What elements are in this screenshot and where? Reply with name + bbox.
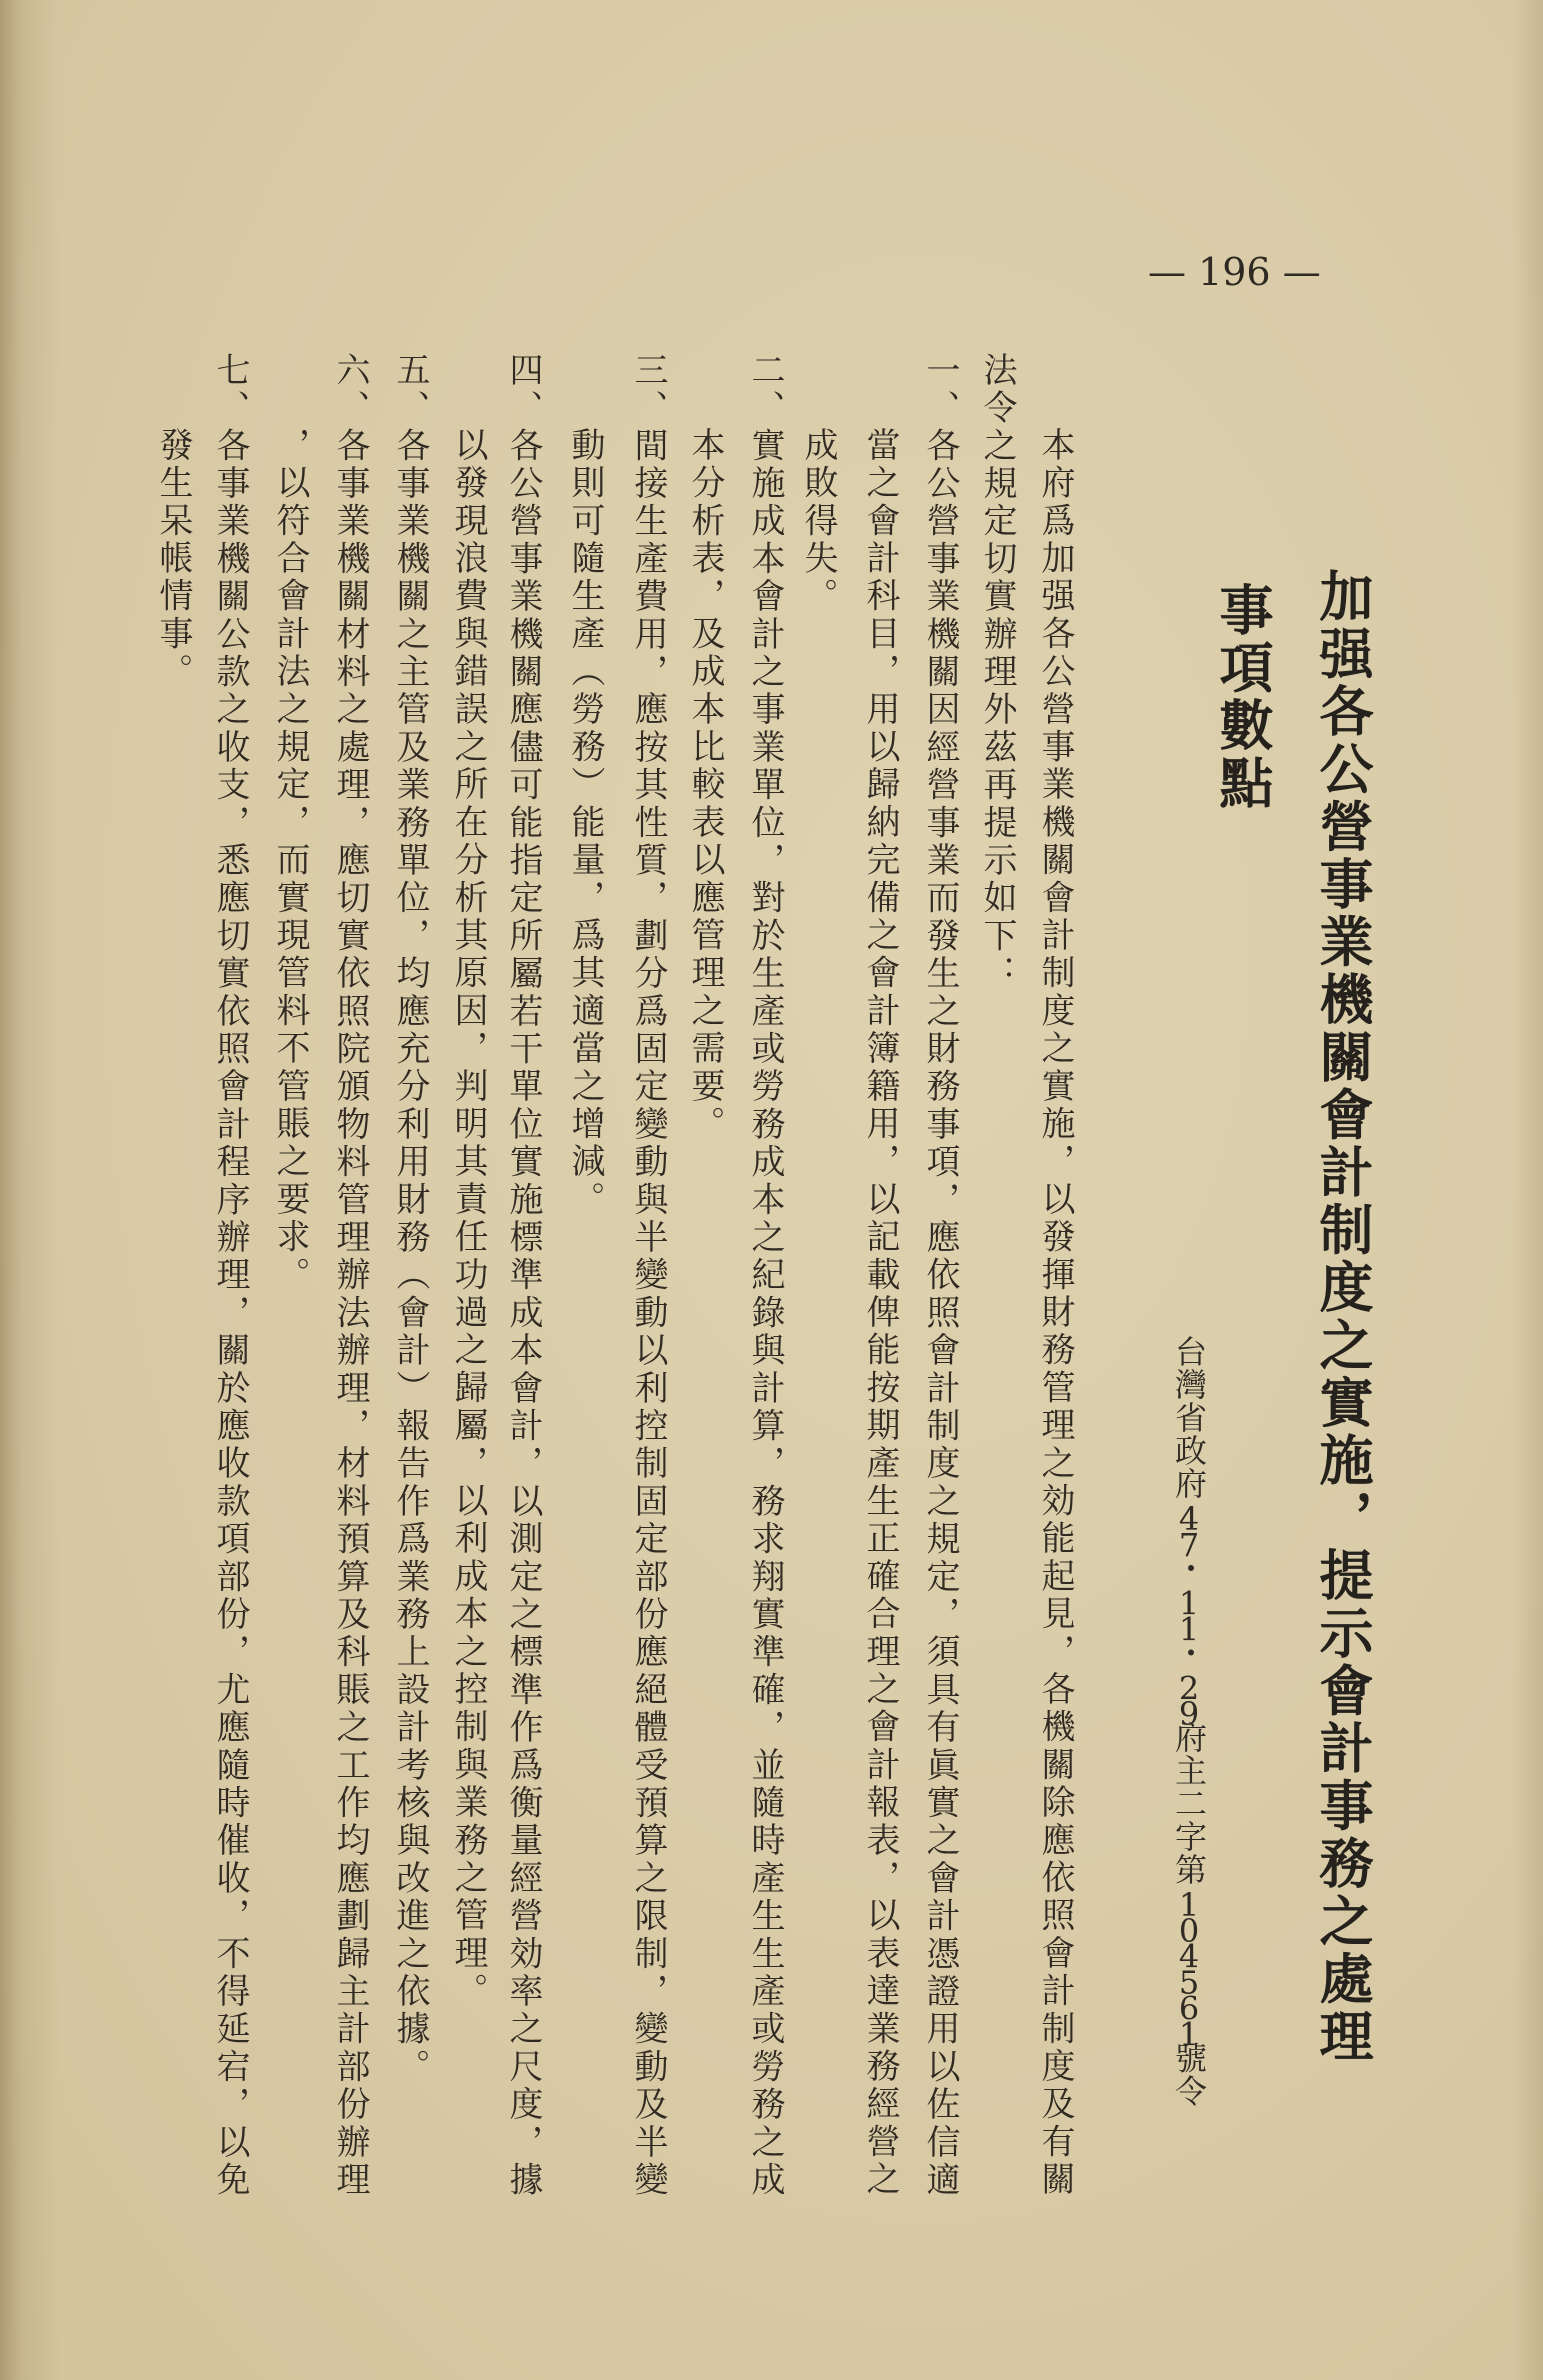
date-year: 47 (1170, 1500, 1208, 1552)
item-number: 三、 (628, 352, 668, 428)
document-title-continued: 事項數點 (1211, 582, 1275, 813)
item-number: 五、 (390, 352, 430, 428)
date-separator: ・ (1170, 1551, 1208, 1585)
item-text: 各公營事業機關應儘可能指定所屬若干單位實施標準成本會計，以測定之標準作爲衡量經營効率之尺度，據 (503, 427, 543, 2200)
item-7-line-1 (210, 352, 250, 2199)
item-3-line-1 (628, 352, 668, 2199)
item-text: 間接生產費用，應按其性質，劃分爲固定變動與半變動以利控制固定部份應絕體受預算之限制，變動及半變 (628, 427, 668, 2200)
issuer: 台灣省政府 (1170, 1335, 1208, 1500)
item-text: 實施成本會計之事業單位，對於生產或勞務成本之紀錄與計算，務求翔實準確，並隨時產生生產或勞務之成 (745, 427, 785, 2200)
item-5-line-1 (390, 352, 430, 2086)
item-text: 各事業機關材料之處理，應切實依照院頒物料管理辦法辦理，材料預算及科賬之工作均應劃歸主計部份辦理 (330, 427, 370, 2200)
intro-line-2: 法令之規定切實辦理外茲再提示如下： (977, 352, 1017, 993)
item-number: 七、 (210, 352, 250, 428)
date-month: 11 (1170, 1584, 1208, 1637)
item-number: 四、 (503, 352, 543, 428)
item-text: 各公營事業機關因經營事業而發生之財務事項，應依照會計制度之規定，須具有眞實之會計憑證用以佐信適 (920, 427, 960, 2200)
page-number: — 196 — (1148, 250, 1321, 294)
item-3-line-2: 動則可隨生產（勞務）能量，爲其適當之增減。 (565, 427, 605, 1219)
item-2-line-2: 本分析表，及成本比較表以應管理之需要。 (685, 427, 725, 1144)
item-4-line-1 (503, 352, 543, 2199)
item-6-line-1 (330, 352, 370, 2199)
item-7-line-2: 發生呆帳情事。 (153, 427, 193, 691)
item-4-line-2: 以發現浪費與錯誤之所在分析其原因，判明其責任功過之歸屬，以利成本之控制與業務之管理。 (448, 427, 488, 2011)
order-suffix: 號令 (1170, 2041, 1208, 2108)
document-title: 加强各公營事業機關會計制度之實施，提示會計事務之處理 (1311, 568, 1375, 2066)
date-day: 29 (1170, 1669, 1208, 1722)
date-separator: ・ (1170, 1636, 1208, 1670)
order-number: 104561 (1170, 1886, 1208, 2042)
item-6-line-2: ，以符合會計法之規定，而實現管料不管賬之要求。 (270, 427, 310, 1295)
item-text: 各事業機關之主管及業務單位，均應充分利用財務（會計）報告作爲業務上設計考核與改進之依據。 (390, 427, 430, 2087)
item-1-line-1 (920, 352, 960, 2199)
item-1-line-3: 成敗得失。 (798, 427, 838, 616)
item-number: 一、 (920, 352, 960, 428)
item-1-line-2: 當之會計科目，用以歸納完備之會計簿籍用，以記載俾能按期產生正確合理之會計報表，以表達業務經營之 (860, 427, 900, 2199)
item-number: 六、 (330, 352, 370, 428)
order-prefix: 府主二字第 (1170, 1721, 1208, 1887)
item-text: 各事業機關公款之收支，悉應切實依照會計程序辦理，關於應收款項部份，尤應隨時催收，不得延宕，以免 (210, 427, 250, 2200)
order-reference (1170, 1335, 1208, 2107)
intro-line-1: 本府爲加强各公營事業機關會計制度之實施，以發揮財務管理之効能起見，各機關除應依照會計制度及有關 (1035, 427, 1075, 2199)
item-number: 二、 (745, 352, 785, 428)
item-2-line-1 (745, 352, 785, 2199)
